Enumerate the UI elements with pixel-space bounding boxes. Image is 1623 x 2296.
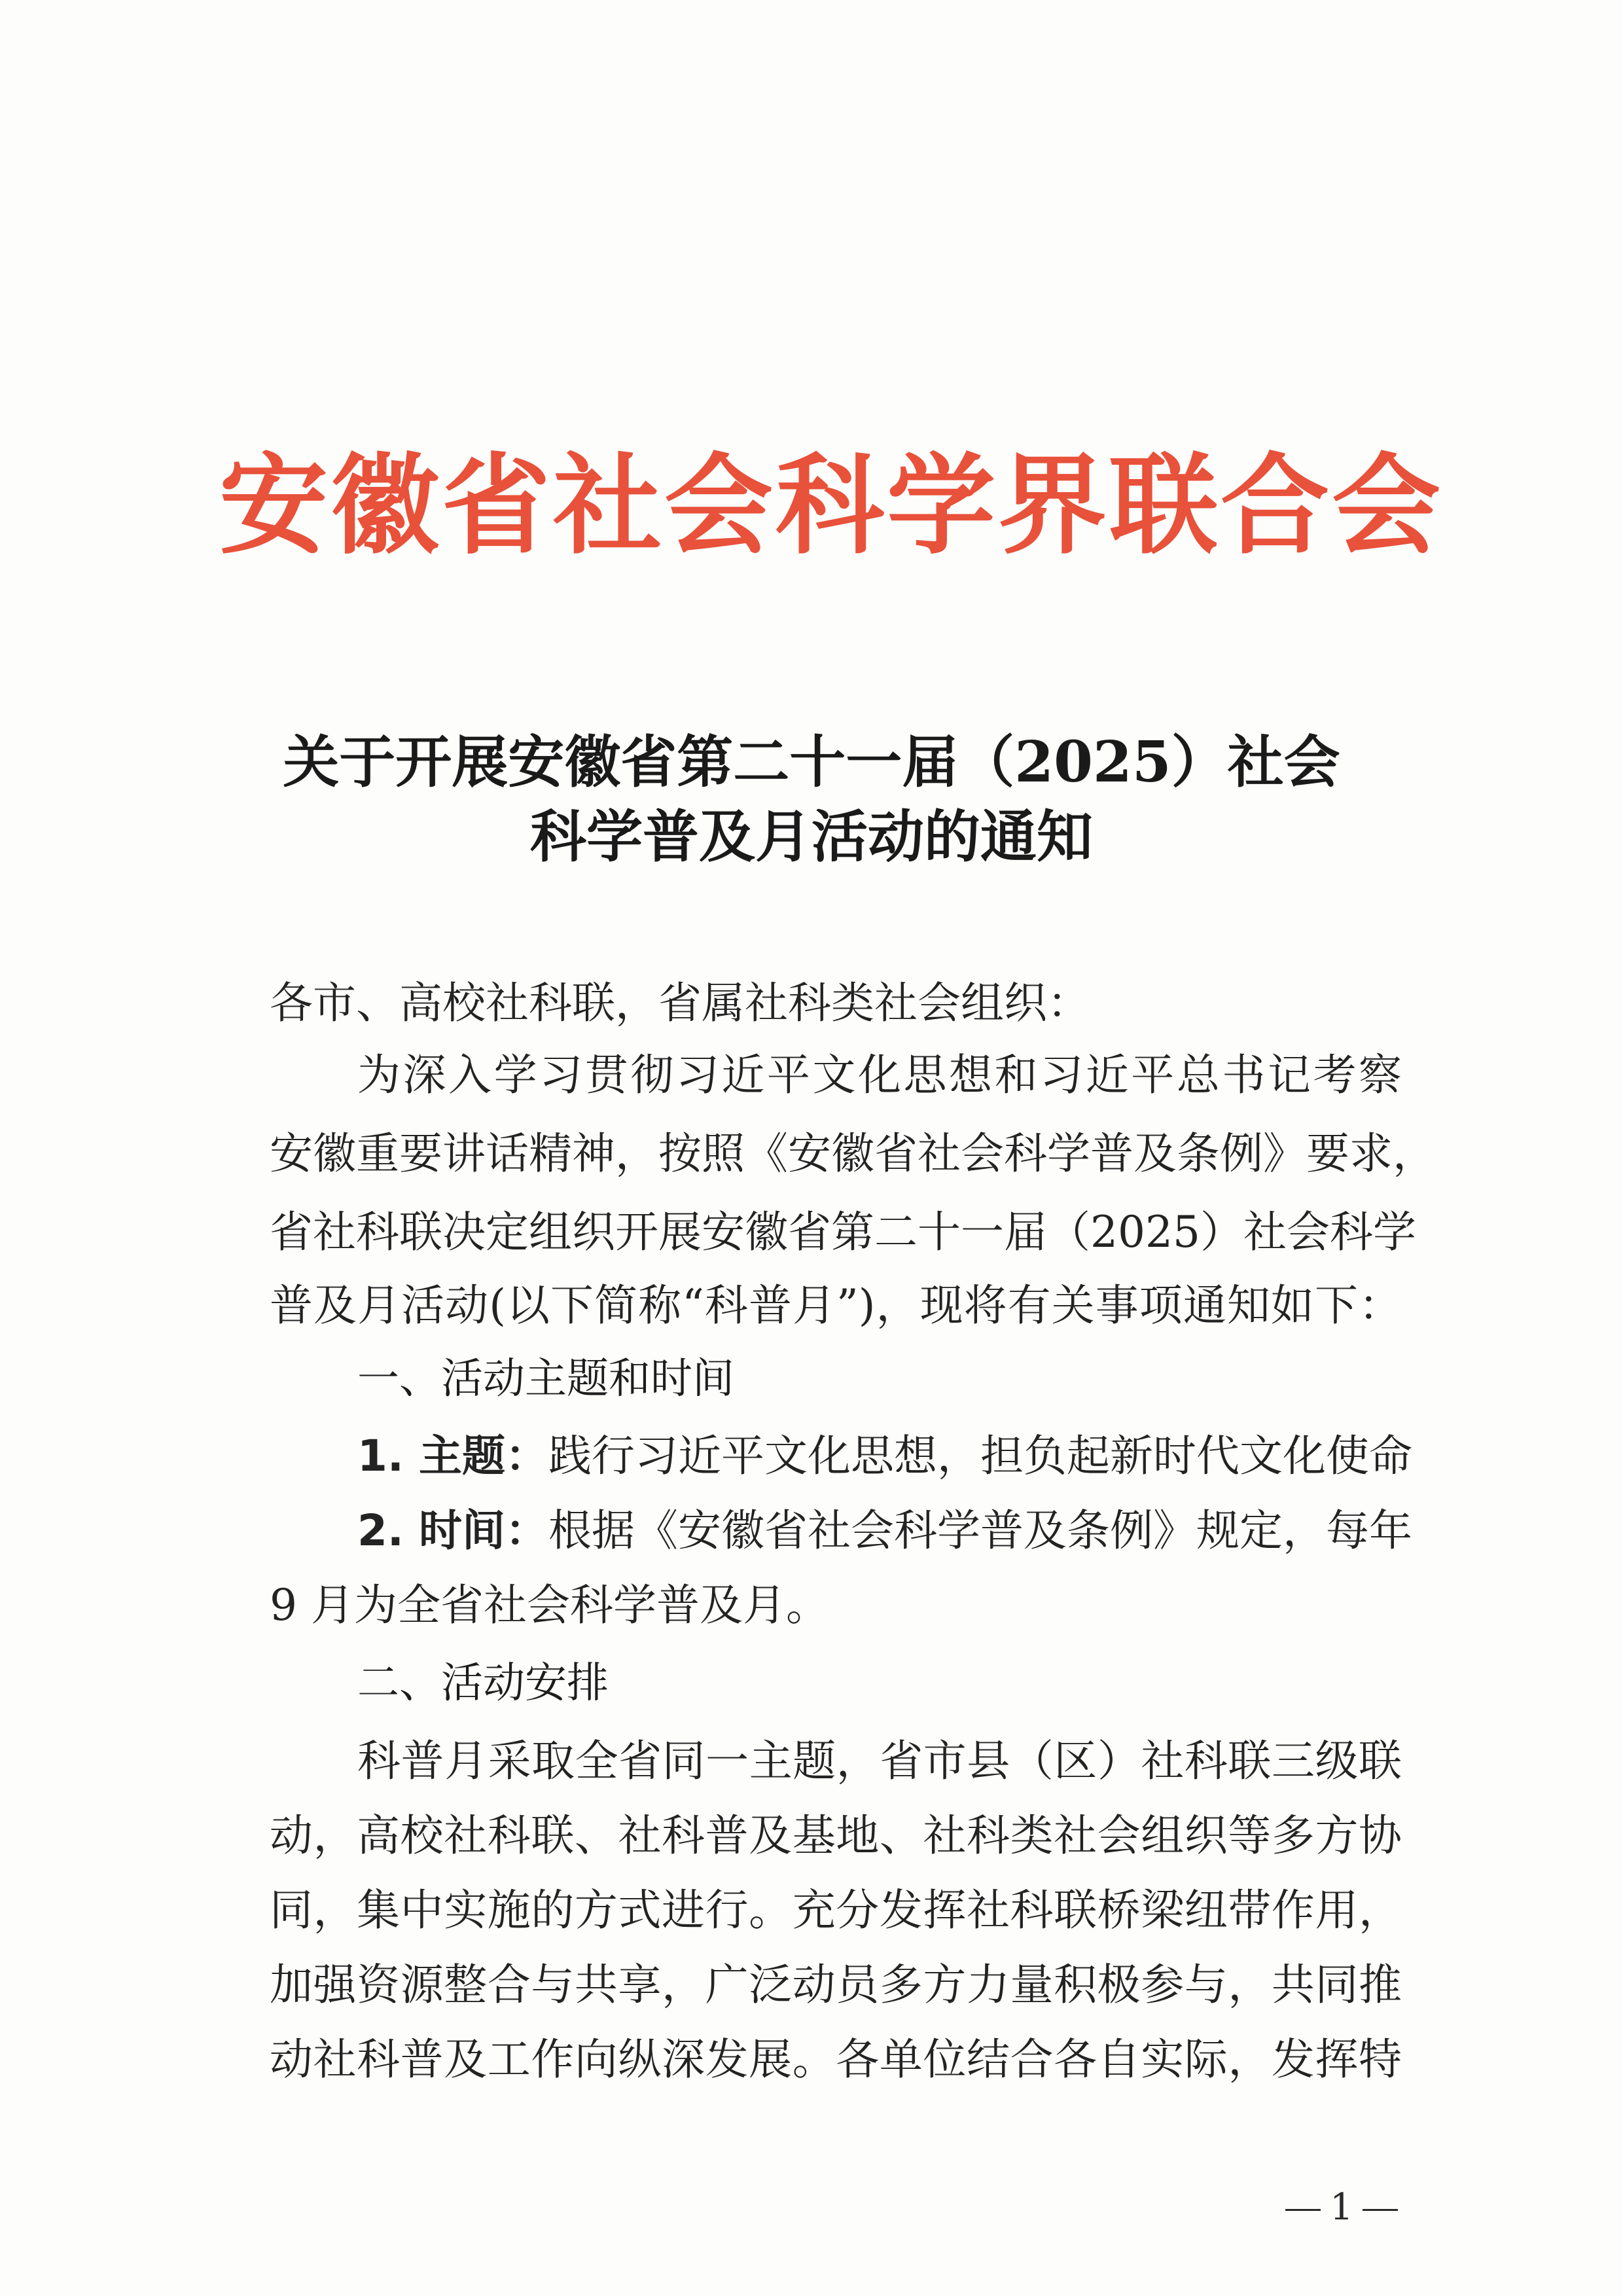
section-1-heading: 一、活动主题和时间	[357, 1355, 734, 1403]
document-title-line-2: 科学普及月活动的通知	[530, 804, 1093, 870]
arrangement-line-5: 动社科普及工作向纵深发展。各单位结合各自实际，发挥特	[270, 2034, 1402, 2085]
document-title-line-1: 关于开展安徽省第二十一届（2025）社会	[283, 729, 1340, 795]
arrangement-line-2: 动，高校社科联、社科普及基地、社科类社会组织等多方协	[270, 1810, 1402, 1861]
page-number-value: 1	[1330, 2186, 1353, 2229]
time-text-line-2: 9 月为全省社会科学普及月。	[270, 1580, 829, 1630]
time-label: 2. 时间：	[357, 1505, 548, 1556]
page-number	[1270, 2186, 1414, 2229]
arrangement-line-3: 同，集中实施的方式进行。充分发挥社科联桥梁纽带作用，	[270, 1885, 1402, 1935]
intro-line-4: 普及月活动(以下简称“科普月”)，现将有关事项通知如下：	[270, 1280, 1402, 1331]
organization-header: 安徽省社会科学界联合会	[219, 442, 1443, 569]
salutation: 各市、高校社科联，省属社科类社会组织：	[270, 978, 1090, 1028]
page-number-dash-right	[1363, 2209, 1398, 2211]
intro-line-2: 安徽重要讲话精神，按照《安徽省社会科学普及条例》要求，	[270, 1128, 1436, 1179]
theme-label: 1. 主题：	[357, 1431, 548, 1481]
time-text-line-1: 根据《安徽省社会科学普及条例》规定，每年	[548, 1505, 1412, 1556]
arrangement-line-1: 科普月采取全省同一主题，省市县（区）社科联三级联	[357, 1736, 1402, 1786]
section-2-heading: 二、活动安排	[357, 1659, 609, 1708]
arrangement-line-4: 加强资源整合与共享，广泛动员多方力量积极参与，共同推	[270, 1960, 1402, 2010]
theme-item	[357, 1431, 1412, 1481]
page-number-dash-left	[1285, 2209, 1321, 2211]
theme-text: 践行习近平文化思想，担负起新时代文化使命	[548, 1431, 1412, 1481]
time-item	[357, 1505, 1412, 1556]
intro-line-1: 为深入学习贯彻习近平文化思想和习近平总书记考察	[357, 1050, 1402, 1100]
intro-line-3: 省社科联决定组织开展安徽省第二十一届（2025）社会科学	[270, 1207, 1416, 1257]
